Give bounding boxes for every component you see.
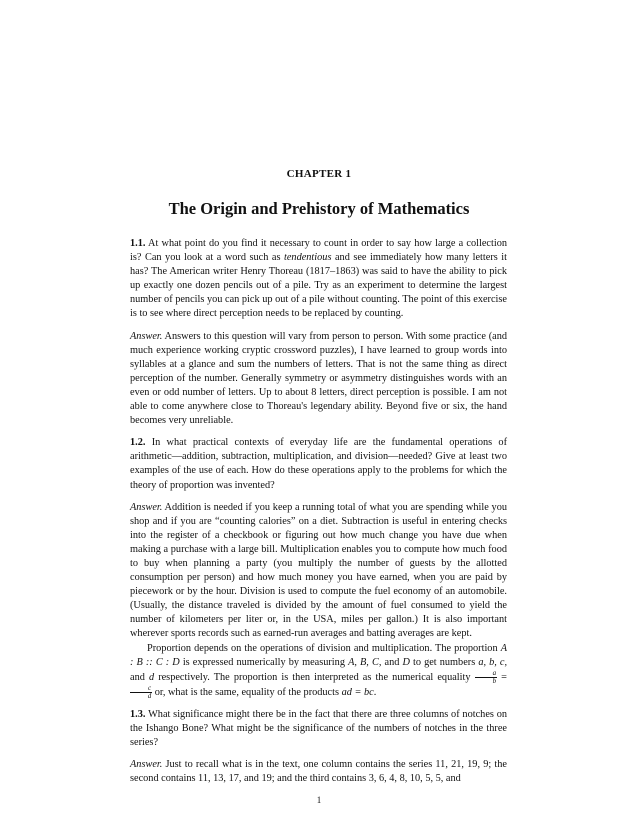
page-body (130, 237, 507, 786)
answer-text: to get numbers (413, 656, 476, 668)
math-measures: A, B, C, (348, 656, 382, 668)
punctuation: . (373, 686, 377, 698)
fraction-numerator: a (475, 670, 498, 678)
answer-text: or, what is the same, equality of the products (154, 686, 340, 698)
page-number: 1 (316, 795, 322, 805)
question-text: and see immediately how many letters it has? The American writer Henry Thoreau (1817–1863) was said to have the ability to pick up exactly one dozen pencils out of a pile. Try as an experiment to determine the largest number of pencils you can pick up out of a pile without counting. The point of this exercise is to see where direct perception needs to be replaced by counting. (130, 252, 508, 320)
question-1-3 (130, 708, 507, 750)
question-number: 1.3. (130, 708, 146, 720)
math-d-number: d (148, 671, 155, 683)
chapter-title: The Origin and Prehistory of Mathematics (168, 199, 470, 218)
fraction-denominator: d (147, 691, 152, 700)
question-text: In what practical contexts of everyday life are the fundamental operations of arithmetic—addition, subtraction, multiplication, and division—needed? Give at least two examples of the use of each. How do these operations apply to the problems for which the theory of proportion was invented? (130, 437, 508, 491)
question-1-1 (130, 237, 507, 322)
answer-text: respectively. The proportion is then interpreted as the numerical equality (158, 671, 471, 683)
fraction-numerator: c (130, 685, 152, 693)
math-d-variable: D (402, 656, 410, 668)
question-1-2 (130, 436, 507, 492)
question-number: 1.1. (130, 238, 146, 249)
chapter-label: CHAPTER 1 (286, 168, 352, 180)
question-text: What significance might there be in the fact that there are three columns of notches on the Ishango Bone? What might be the significance of the numbers of notches in the three series? (130, 708, 507, 749)
answer-label: Answer. (130, 501, 163, 513)
answer-text: and (130, 671, 145, 683)
answer-text: Proportion depends on the operations of division and multiplication. The proportion (147, 642, 498, 654)
answer-label: Answer. (130, 330, 163, 342)
answer-text: and (384, 656, 400, 668)
answer-text: is expressed numerically by measuring (182, 656, 345, 668)
equals-sign: = (501, 671, 507, 683)
answer-text: Addition is needed if you keep a running total of what you are spending while you shop and if you are “counting calories” on a diet. Subtraction is useful in entering checks into the register of a checkbook or figuring out how much change you have due when making a purchase with a large bill. Multiplication enables you to compute how much food to buy when planning a party (you multiply the number of guests by the allotted consumption per person) and how much money you have earned, when you are paid by piecework or by the hour. Division is used to compute the fuel economy of an automobile. (Usually, the distance traveled is divided by the amount of fuel consumed to yield the number of kilometers per liter or, in the USA, miles per gallon.) It is also important wherever sports records such as earned-run averages and batting averages are kept. (130, 501, 507, 640)
answer-text: Answers to this question will vary from person to person. With some practice (and much experience working cryptic crossword puzzles), I have learned to group words into syllables at a glance and sum the numbers of letters. That is not the same thing as direct perception of the number. Generally symmetry or asymmetry distinguishes words with an even or odd number of letters. Up to about 8 letters, direct perception is possible. I am not able to come anywhere close to Thoreau's legendary ability. Beyond five or six, the hand becomes very unreliable. (130, 330, 507, 427)
math-numbers: a, b, c, (478, 656, 508, 668)
answer-label: Answer. (130, 759, 163, 771)
fraction-denominator: b (492, 676, 497, 685)
answer-text: Just to recall what is in the text, one column contains the series 11, 21, 19, 9; the second contains 11, 13, 17, and 19; and the third contains 3, 6, 4, 8, 10, 5, 5, and (130, 759, 507, 785)
fraction-a-over-b (475, 670, 498, 685)
question-number: 1.2. (130, 437, 146, 449)
emphasized-word: tendentious (283, 252, 332, 264)
answer-1-2-proportion-paragraph (130, 642, 507, 700)
answer-1-1 (130, 330, 507, 429)
math-products: ad = bc (341, 686, 374, 698)
answer-1-2 (130, 501, 507, 642)
answer-1-3 (130, 758, 507, 786)
question-text: At what point do you find it necessary to count in order to say how large a collection is? Can you look at a word such as (130, 238, 507, 264)
math-proportion: A : B :: C : D (130, 642, 507, 668)
fraction-c-over-d (130, 685, 152, 700)
